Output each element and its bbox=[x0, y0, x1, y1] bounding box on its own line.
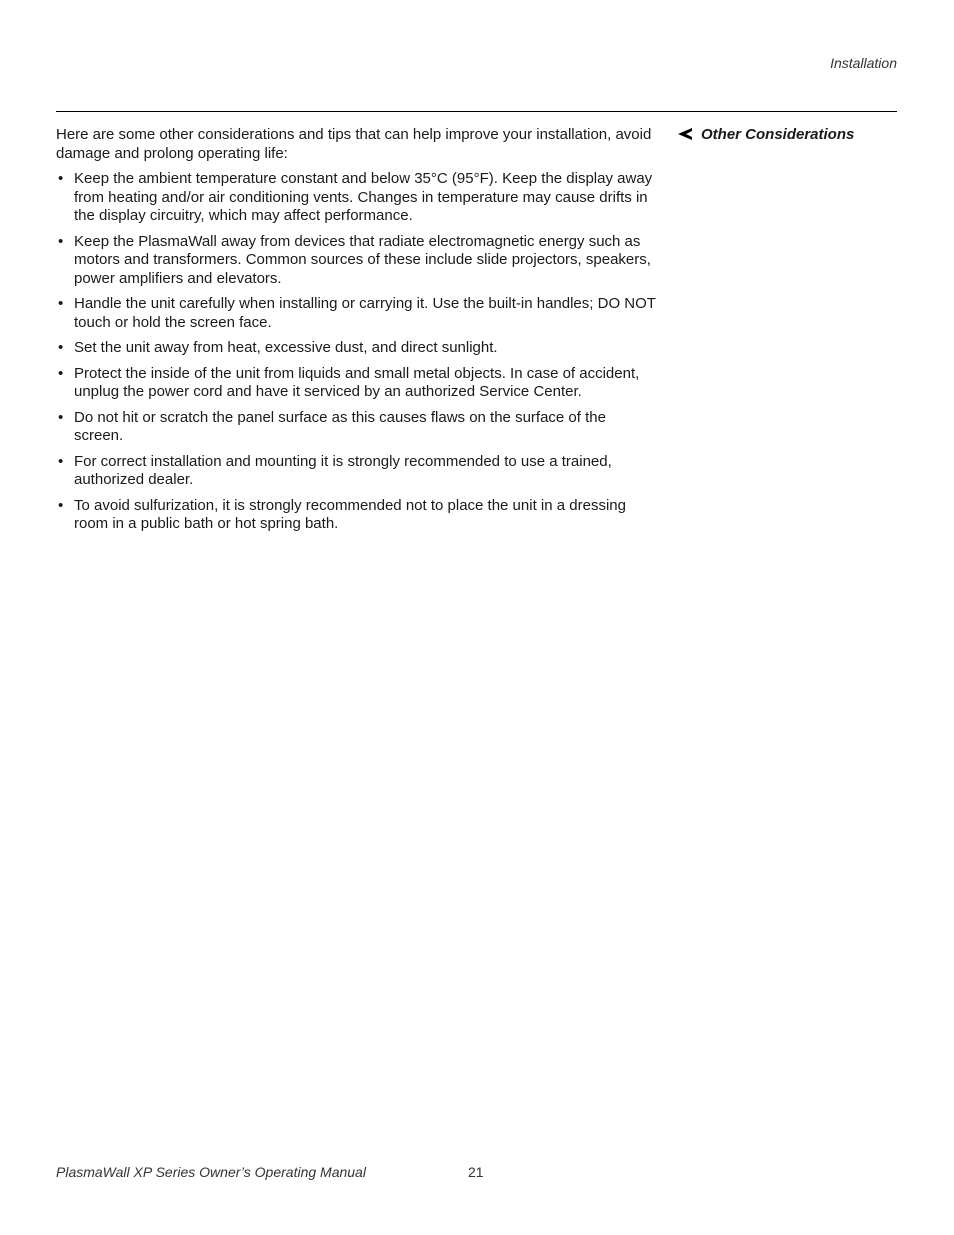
list-item-text: Protect the inside of the unit from liquids and small metal objects. In case of accident, unplug the power cord and have it serviced by an authorized Service Center. bbox=[74, 364, 640, 400]
list-item-text: Handle the unit carefully when installing or carrying it. Use the built-in handles; DO NOT touch or hold the screen face. bbox=[74, 295, 656, 331]
bullet-icon: • bbox=[58, 339, 64, 356]
list-item-text: Set the unit away from heat, excessive dust, and direct sunlight. bbox=[74, 339, 498, 356]
page-number: 21 bbox=[468, 1164, 484, 1180]
bullet-icon: • bbox=[58, 408, 64, 426]
list-item-text: Keep the ambient temperature constant and below 35°C (95°F). Keep the display away from heating and/or air conditioning vents. Changes in temperature may cause drifts in the display circuitry, which may affect performance. bbox=[74, 170, 653, 224]
section-heading-text: Other Considerations bbox=[701, 126, 855, 143]
running-header-section: Installation bbox=[830, 55, 897, 71]
list-item bbox=[56, 497, 656, 534]
triangle-pointer-left-icon bbox=[678, 128, 692, 140]
section-heading bbox=[678, 126, 854, 145]
list-item bbox=[56, 453, 656, 490]
footer-manual-title: PlasmaWall XP Series Owner’s Operating Manual bbox=[56, 1164, 366, 1180]
intro-paragraph: Here are some other considerations and tips that can help improve your installation, avoid damage and prolong operating life: bbox=[56, 126, 652, 162]
list-item bbox=[56, 233, 656, 289]
list-item-text: Keep the PlasmaWall away from devices that radiate electromagnetic energy such as motors and transformers. Common sources of these include slide projectors, speakers, power amplifiers and elevators. bbox=[74, 232, 651, 287]
header-divider bbox=[56, 111, 897, 112]
list-item-text: For correct installation and mounting it is strongly recommended to use a trained, authorized dealer. bbox=[74, 452, 612, 488]
list-item bbox=[56, 365, 656, 402]
list-item bbox=[56, 339, 656, 358]
body-text bbox=[56, 126, 656, 541]
bullet-icon: • bbox=[58, 452, 64, 470]
list-item bbox=[56, 170, 656, 226]
list-item bbox=[56, 295, 656, 332]
bullet-icon: • bbox=[58, 232, 64, 250]
considerations-list bbox=[56, 170, 656, 534]
bullet-icon: • bbox=[58, 170, 64, 187]
bullet-icon: • bbox=[58, 295, 64, 312]
list-item-text: Do not hit or scratch the panel surface as this causes flaws on the surface of the screen. bbox=[74, 408, 606, 444]
bullet-icon: • bbox=[58, 496, 64, 514]
list-item bbox=[56, 409, 656, 446]
list-item-text: To avoid sulfurization, it is strongly recommended not to place the unit in a dressing room in a public bath or hot spring bath. bbox=[74, 496, 626, 532]
bullet-icon: • bbox=[58, 364, 64, 382]
